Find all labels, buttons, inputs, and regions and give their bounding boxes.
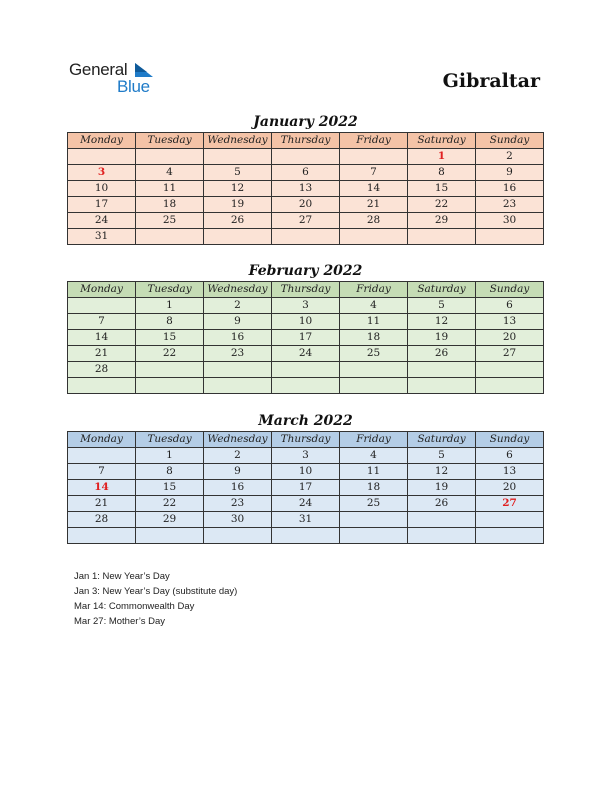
day-cell [272,362,340,378]
calendar-table [67,281,544,394]
holiday-notes [74,569,237,629]
weekday-header: Monday [68,133,136,149]
weekday-header: Wednesday [204,432,272,448]
logo-flag-icon [135,63,155,79]
day-cell: 11 [340,464,408,480]
day-cell: 25 [340,496,408,512]
day-cell: 1 [408,149,476,165]
day-cell: 3 [272,298,340,314]
weekday-header: Friday [340,432,408,448]
day-cell: 3 [272,448,340,464]
day-cell: 28 [68,362,136,378]
day-cell: 16 [476,181,544,197]
day-cell [408,229,476,245]
week-row [68,512,544,528]
week-row [68,464,544,480]
day-cell: 25 [136,213,204,229]
day-cell: 4 [136,165,204,181]
day-cell [272,229,340,245]
day-cell: 29 [408,213,476,229]
day-cell: 27 [476,496,544,512]
weekday-header: Sunday [476,432,544,448]
day-cell [136,528,204,544]
day-cell [476,362,544,378]
day-cell [204,528,272,544]
day-cell: 7 [68,314,136,330]
day-cell: 5 [204,165,272,181]
day-cell: 9 [204,314,272,330]
day-cell: 30 [204,512,272,528]
day-cell: 28 [340,213,408,229]
month-march [67,411,544,544]
day-cell: 2 [204,298,272,314]
day-cell [204,229,272,245]
weekday-header: Saturday [408,432,476,448]
day-cell: 26 [204,213,272,229]
day-cell: 6 [476,298,544,314]
day-cell: 8 [136,314,204,330]
day-cell: 8 [136,464,204,480]
day-cell: 7 [340,165,408,181]
month-january [67,112,544,245]
day-cell: 23 [204,496,272,512]
weekday-header: Thursday [272,432,340,448]
holiday-note: Mar 27: Mother’s Day [74,616,165,627]
day-cell [136,362,204,378]
month-title: March 2022 [258,413,353,429]
day-cell: 15 [408,181,476,197]
weekday-header: Friday [340,282,408,298]
day-cell [68,149,136,165]
day-cell [204,378,272,394]
day-cell [68,528,136,544]
day-cell: 9 [476,165,544,181]
day-cell [340,149,408,165]
weekday-header: Sunday [476,282,544,298]
day-cell: 29 [136,512,204,528]
day-cell [408,378,476,394]
day-cell: 12 [408,314,476,330]
day-cell: 9 [204,464,272,480]
day-cell: 10 [272,314,340,330]
day-cell: 4 [340,298,408,314]
day-cell: 13 [476,464,544,480]
day-cell [68,378,136,394]
country-title: Gibraltar [442,70,540,92]
day-cell [476,528,544,544]
day-cell [408,362,476,378]
day-cell: 24 [68,213,136,229]
holiday-note: Mar 14: Commonwealth Day [74,601,195,612]
weekday-header: Thursday [272,133,340,149]
weekday-header: Saturday [408,133,476,149]
day-cell: 19 [204,197,272,213]
day-cell [340,229,408,245]
day-cell: 12 [204,181,272,197]
day-cell [340,528,408,544]
week-row [68,149,544,165]
day-cell: 26 [408,346,476,362]
day-cell: 4 [340,448,408,464]
day-cell: 10 [68,181,136,197]
weekday-header: Wednesday [204,133,272,149]
day-cell: 20 [476,480,544,496]
weekday-header: Sunday [476,133,544,149]
day-cell [272,378,340,394]
day-cell: 26 [408,496,476,512]
day-cell: 5 [408,448,476,464]
day-cell: 19 [408,330,476,346]
day-cell: 25 [340,346,408,362]
day-cell: 18 [340,480,408,496]
day-cell: 17 [68,197,136,213]
week-row [68,181,544,197]
day-cell: 24 [272,496,340,512]
logo [69,60,159,96]
day-cell [340,362,408,378]
day-cell: 21 [68,346,136,362]
day-cell: 16 [204,480,272,496]
week-row [68,213,544,229]
day-cell [204,362,272,378]
day-cell [136,149,204,165]
day-cell: 23 [476,197,544,213]
weekday-header-row [68,282,544,298]
day-cell: 22 [136,346,204,362]
month-february [67,261,544,394]
day-cell: 18 [136,197,204,213]
weekday-header: Saturday [408,282,476,298]
week-row [68,480,544,496]
day-cell [476,512,544,528]
weekday-header: Thursday [272,282,340,298]
day-cell: 14 [68,330,136,346]
weekday-header: Tuesday [136,432,204,448]
day-cell: 27 [272,213,340,229]
week-row [68,378,544,394]
week-row [68,362,544,378]
day-cell: 14 [68,480,136,496]
week-row [68,346,544,362]
day-cell: 3 [68,165,136,181]
day-cell: 31 [68,229,136,245]
day-cell: 15 [136,480,204,496]
day-cell: 11 [136,181,204,197]
week-row [68,229,544,245]
day-cell: 17 [272,330,340,346]
weekday-header-row [68,432,544,448]
day-cell [68,298,136,314]
day-cell: 16 [204,330,272,346]
week-row [68,314,544,330]
day-cell: 17 [272,480,340,496]
day-cell: 20 [272,197,340,213]
weekday-header: Tuesday [136,282,204,298]
weekday-header-row [68,133,544,149]
holiday-note: Jan 1: New Year’s Day [74,571,170,582]
day-cell: 13 [476,314,544,330]
day-cell [68,448,136,464]
day-cell: 27 [476,346,544,362]
day-cell: 14 [340,181,408,197]
day-cell: 24 [272,346,340,362]
weekday-header: Monday [68,432,136,448]
weekday-header: Friday [340,133,408,149]
day-cell: 5 [408,298,476,314]
day-cell: 6 [476,448,544,464]
day-cell [476,229,544,245]
day-cell: 18 [340,330,408,346]
day-cell [204,149,272,165]
day-cell [272,149,340,165]
day-cell: 22 [136,496,204,512]
day-cell: 21 [340,197,408,213]
holiday-note: Jan 3: New Year’s Day (substitute day) [74,586,238,597]
day-cell [476,378,544,394]
day-cell [408,512,476,528]
day-cell [340,378,408,394]
month-title: January 2022 [253,114,358,130]
day-cell [408,528,476,544]
logo-text-blue: Blue [117,77,150,96]
day-cell: 20 [476,330,544,346]
day-cell: 21 [68,496,136,512]
week-row [68,298,544,314]
day-cell: 8 [408,165,476,181]
day-cell [340,512,408,528]
weekday-header: Monday [68,282,136,298]
day-cell: 2 [204,448,272,464]
day-cell: 12 [408,464,476,480]
week-row [68,165,544,181]
day-cell: 7 [68,464,136,480]
day-cell: 15 [136,330,204,346]
day-cell: 11 [340,314,408,330]
weekday-header: Tuesday [136,133,204,149]
day-cell [272,528,340,544]
day-cell: 31 [272,512,340,528]
week-row [68,330,544,346]
weekday-header: Wednesday [204,282,272,298]
day-cell [136,229,204,245]
day-cell [136,378,204,394]
day-cell: 19 [408,480,476,496]
day-cell: 13 [272,181,340,197]
week-row [68,448,544,464]
week-row [68,528,544,544]
day-cell: 10 [272,464,340,480]
month-title: February 2022 [248,263,363,279]
calendar-table [67,431,544,544]
day-cell: 6 [272,165,340,181]
week-row [68,496,544,512]
day-cell: 30 [476,213,544,229]
day-cell: 1 [136,448,204,464]
day-cell: 28 [68,512,136,528]
day-cell: 22 [408,197,476,213]
logo-text-general: General [69,60,128,79]
day-cell: 2 [476,149,544,165]
week-row [68,197,544,213]
day-cell: 23 [204,346,272,362]
day-cell: 1 [136,298,204,314]
calendar-table [67,132,544,245]
